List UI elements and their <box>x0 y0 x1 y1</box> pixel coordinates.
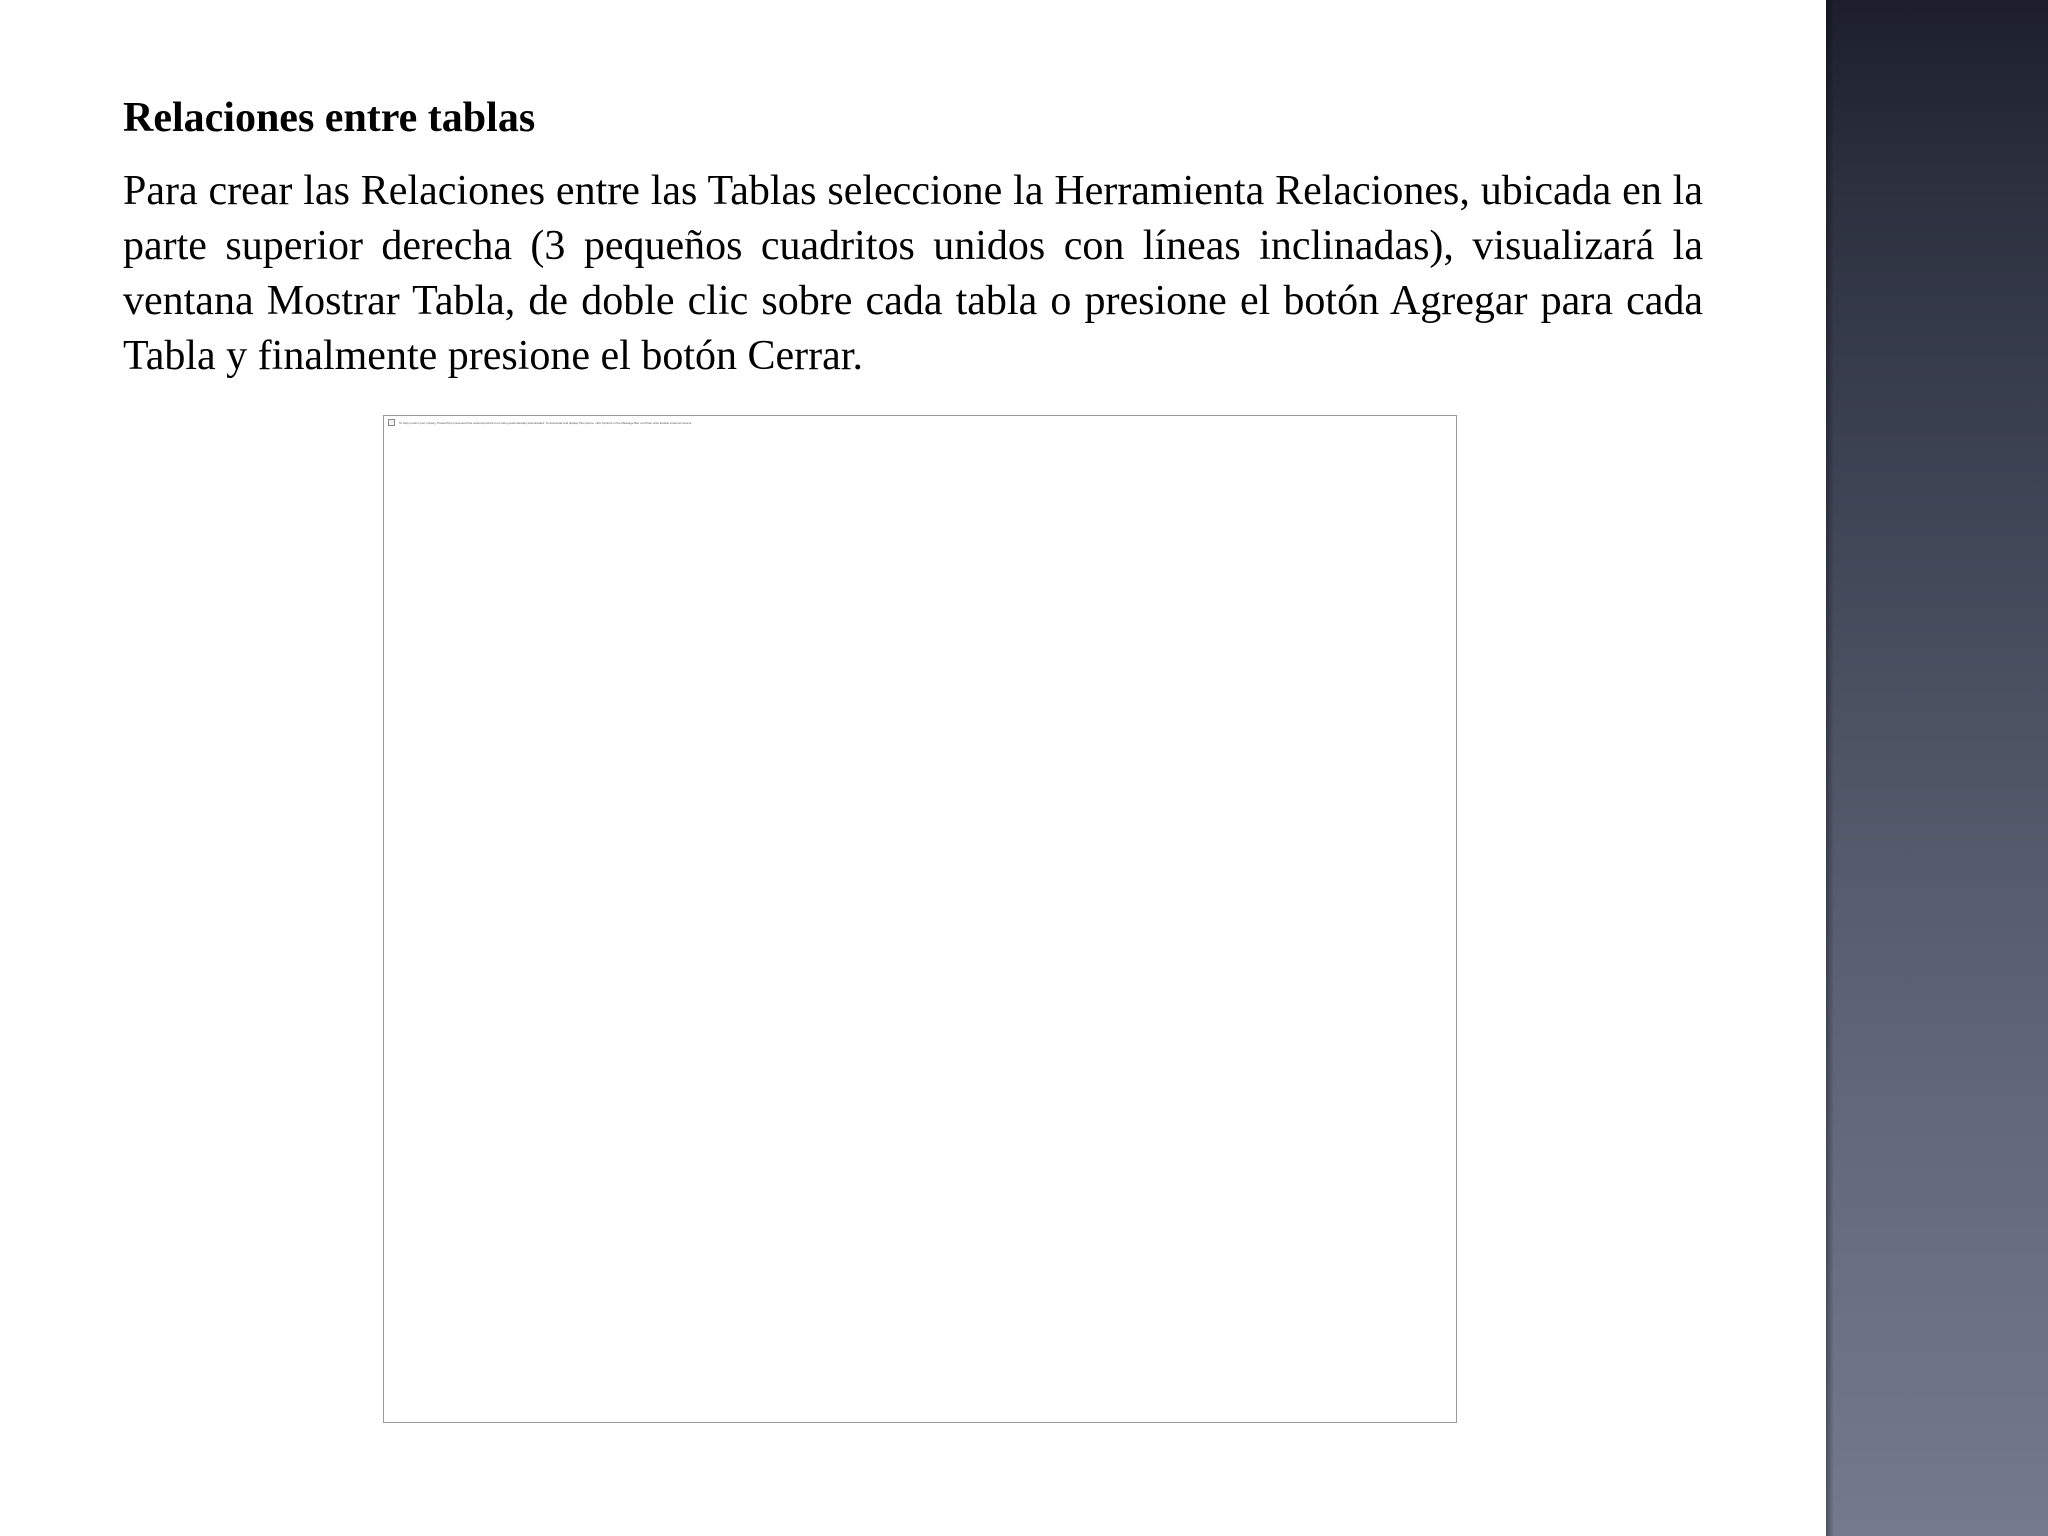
slide-body-text: Para crear las Relaciones entre las Tablas seleccione la Herramienta Relaciones, ubicada en la parte superior derecha (3 pequeños cuadritos unidos con líneas inclinadas), visualizará la ventana Mostrar Tabla, de doble clic sobre cada tabla o presione el botón Agregar para cada Tabla y finalmente presione el botón Cerrar. <box>123 168 1703 379</box>
image-placeholder-message: To help protect your privacy, PowerPoint prevented this external picture from being automatically downloaded. To download and display this picture, click Options in the Message Bar, and then click Enable external content. <box>399 420 693 425</box>
broken-image-icon <box>388 419 395 426</box>
image-placeholder-notice <box>388 419 692 426</box>
decorative-side-band <box>1826 0 2048 1536</box>
image-placeholder-frame <box>383 415 1457 1423</box>
slide-heading: Relaciones entre tablas <box>123 95 536 141</box>
